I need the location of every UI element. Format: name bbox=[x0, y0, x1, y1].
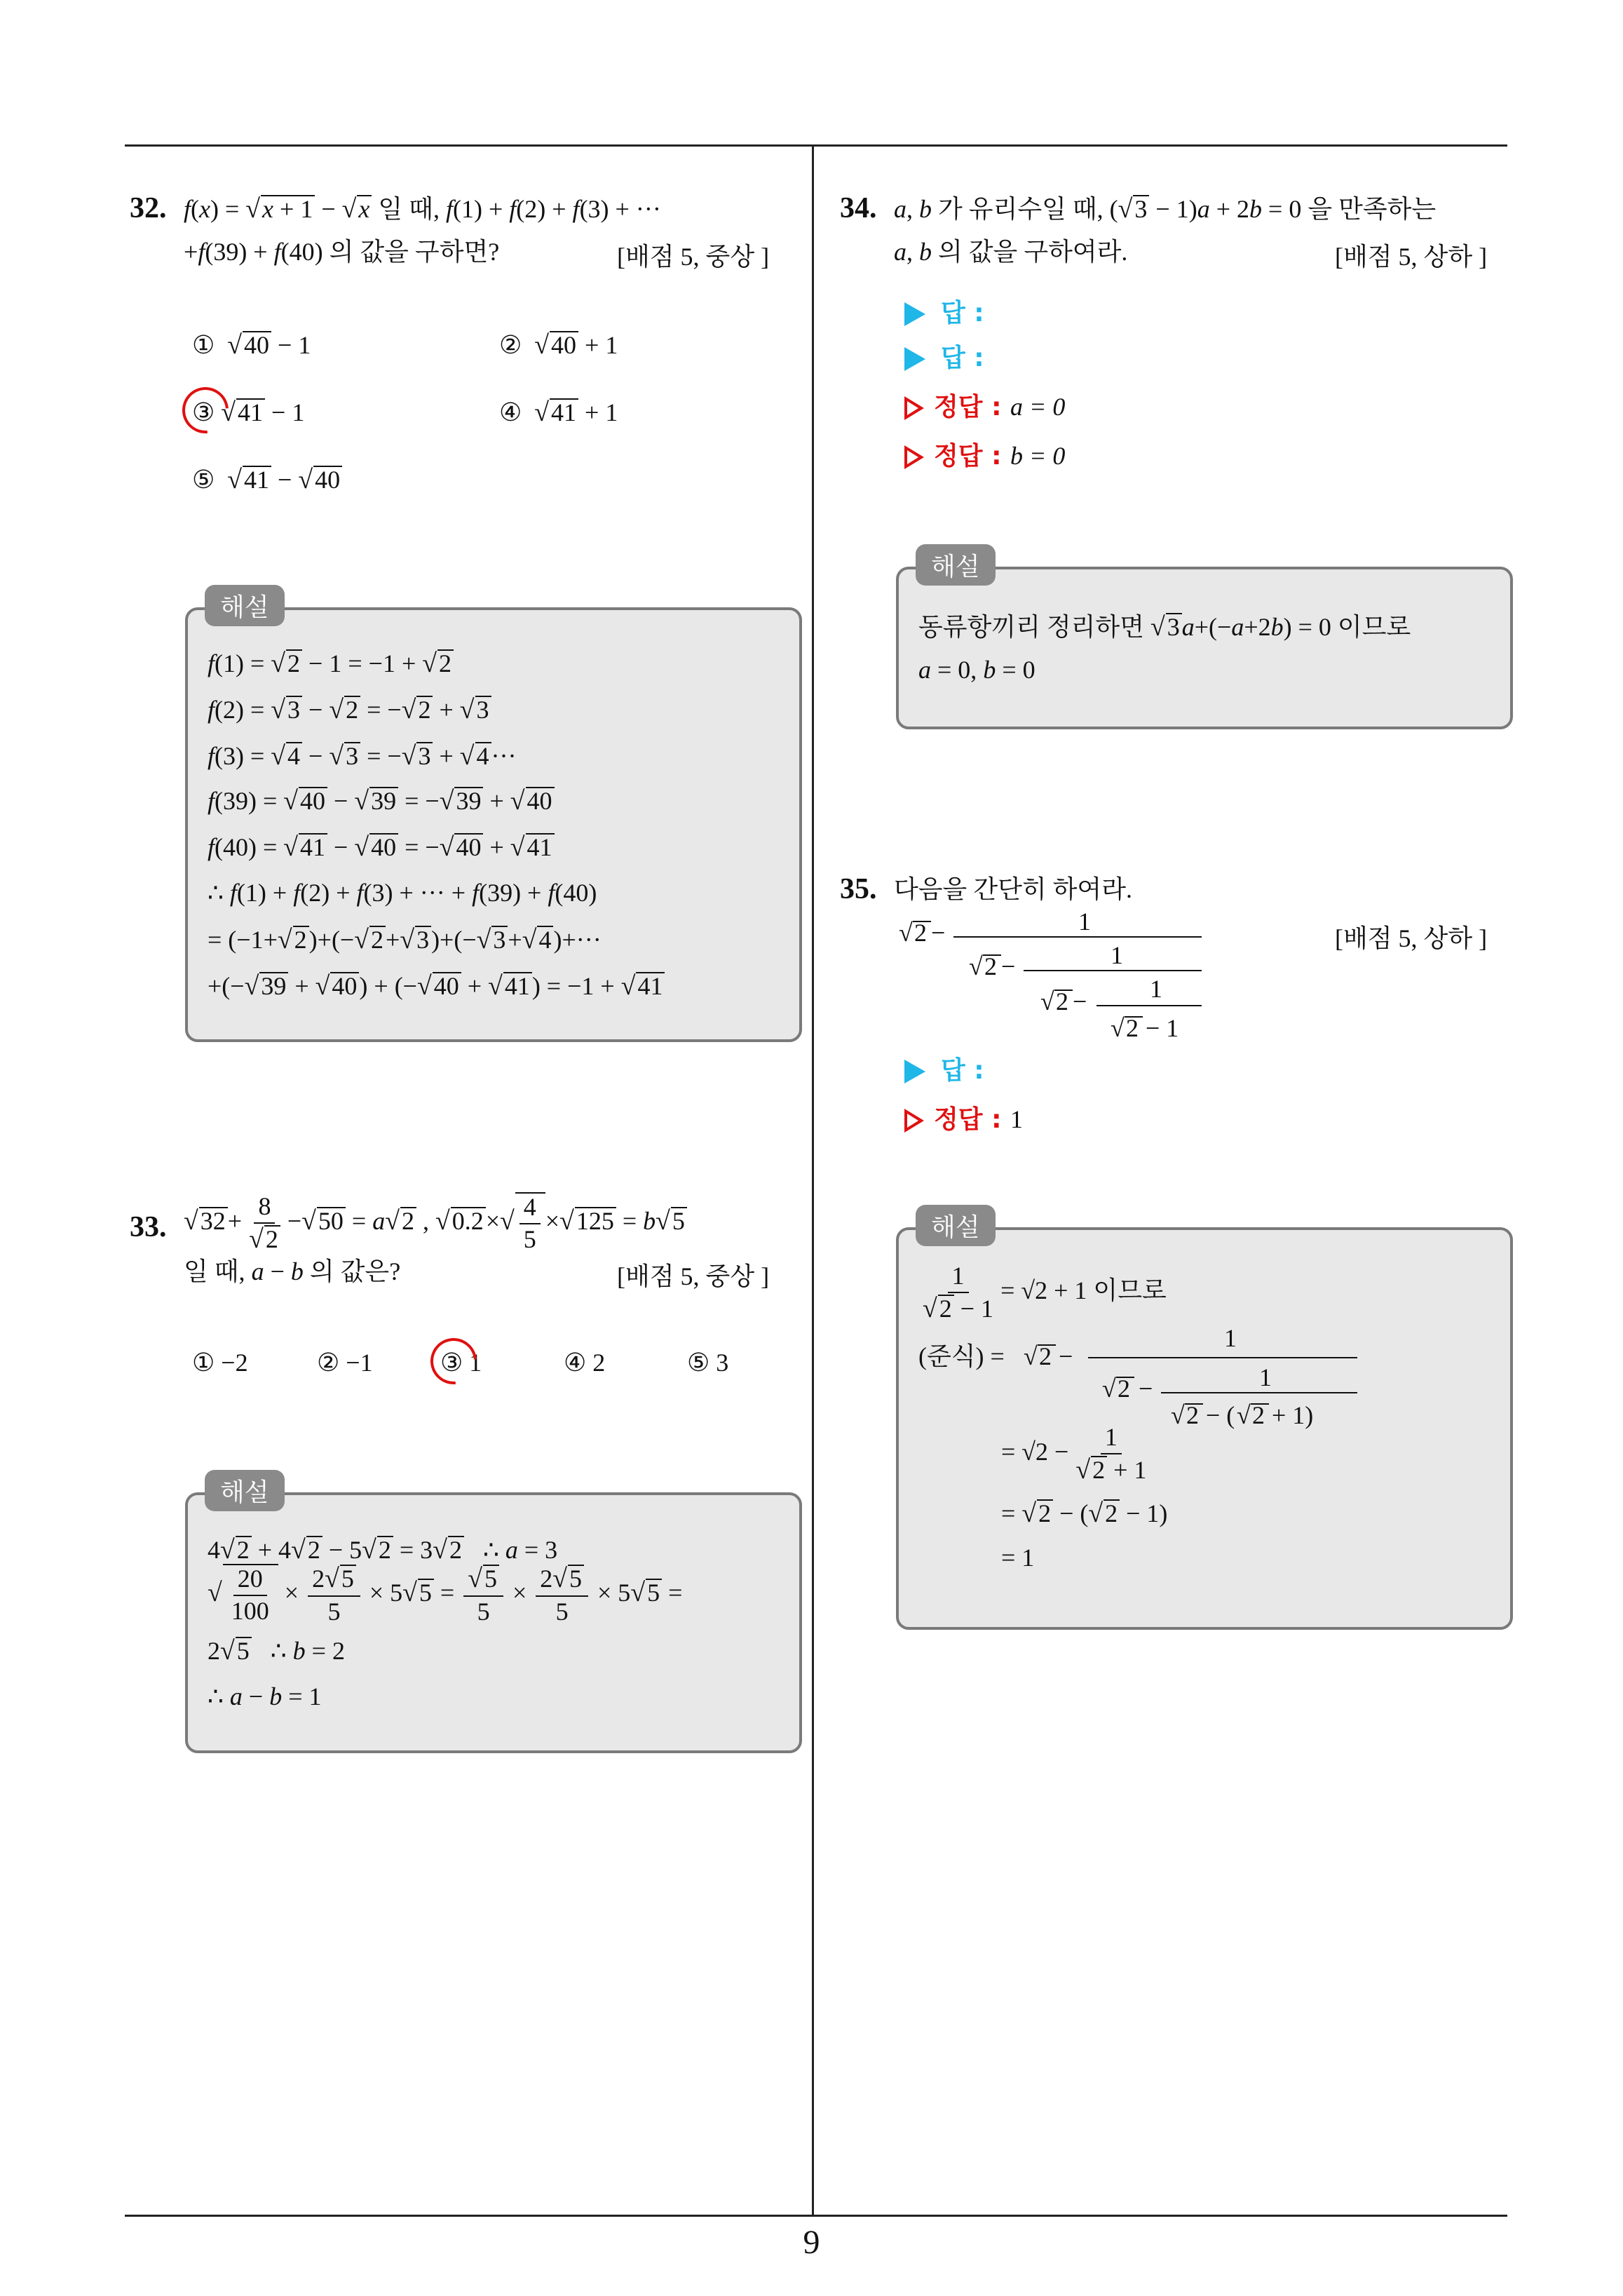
question-33-stem-line2: 일 때, a − b 의 값은? bbox=[184, 1257, 401, 1285]
question-32-selected-mark bbox=[173, 378, 238, 443]
question-33-explain-line-3: 2√5 ∴ b = 2 bbox=[208, 1636, 345, 1666]
question-34-answer-1[interactable]: 답 : bbox=[904, 293, 984, 329]
question-34-grade: [배점 5, 상하 ] bbox=[1335, 243, 1488, 271]
svg-text:+ 1): + 1) bbox=[1272, 1401, 1314, 1429]
question-32-explain-line-4: f(39) = √40 − √39 = −√39 + √40 bbox=[208, 785, 555, 816]
question-33-choice-3[interactable]: ③ 1 bbox=[440, 1349, 482, 1377]
svg-text:√: √ bbox=[1237, 1401, 1251, 1429]
svg-text:√: √ bbox=[1040, 987, 1054, 1015]
question-32-explanation-tab: 해설 bbox=[205, 585, 285, 626]
page-number: 9 bbox=[803, 2224, 820, 2261]
question-34-number: 34. bbox=[840, 192, 877, 224]
svg-text:− (: − ( bbox=[1206, 1401, 1235, 1429]
outline-play-icon bbox=[904, 396, 924, 420]
svg-text:−: − bbox=[1001, 952, 1016, 980]
question-32-explain-line-6: ∴ f(1) + f(2) + f(3) + ··· + f(39) + f(40) bbox=[208, 879, 597, 907]
question-33-choice-4[interactable]: ④ 2 bbox=[564, 1349, 606, 1377]
svg-text:√: √ bbox=[1111, 1014, 1125, 1042]
svg-text:1: 1 bbox=[1078, 907, 1091, 936]
question-33-explanation-tab: 해설 bbox=[205, 1470, 285, 1511]
question-34-answer-2[interactable]: 답 : bbox=[904, 338, 984, 374]
column-divider bbox=[812, 144, 814, 2217]
question-32-explain-line-5: f(40) = √41 − √40 = −√40 + √41 bbox=[208, 832, 555, 863]
question-33-choice-1[interactable]: ① −2 bbox=[192, 1349, 248, 1377]
svg-text:√: √ bbox=[1102, 1375, 1116, 1403]
svg-text:2: 2 bbox=[1056, 987, 1068, 1015]
play-icon bbox=[904, 302, 925, 326]
question-33-explain-line-4: ∴ a − b = 1 bbox=[208, 1682, 322, 1710]
question-32-choice-4[interactable]: ④ √41 + 1 bbox=[499, 398, 618, 427]
question-34-correct-b: 정답 : b = 0 bbox=[904, 436, 1065, 472]
question-32-explain-line-2: f(2) = √3 − √2 = −√2 + √3 bbox=[208, 694, 491, 725]
question-35-explain-line-4: = √2 − (√2 − 1) bbox=[1001, 1499, 1168, 1528]
question-33-explain-line-1: 4√2 + 4√2 − 5√2 = 3√2 ∴ a = 3 bbox=[208, 1535, 558, 1565]
question-33-grade: [배점 5, 중상 ] bbox=[617, 1262, 770, 1290]
svg-text:√: √ bbox=[899, 919, 913, 947]
question-35-expression bbox=[896, 905, 1218, 1052]
svg-text:2: 2 bbox=[1118, 1375, 1130, 1403]
svg-text:−: − bbox=[931, 919, 946, 947]
question-32-grade: [배점 5, 중상 ] bbox=[617, 243, 770, 271]
svg-text:√: √ bbox=[1024, 1342, 1038, 1370]
question-32-number: 32. bbox=[130, 192, 167, 224]
svg-text:√: √ bbox=[1171, 1401, 1185, 1429]
question-32-stem-line1: f(x) = √x + 1 − √x 일 때, f(1) + f(2) + f(3) + ··· bbox=[184, 194, 661, 224]
question-34-explanation-box bbox=[896, 567, 1513, 729]
question-33-stem-line1: √32+ $\frac{8}{√2}$ −√50 = a√2 , √0.2×√ $\frac{4}{5}$ ×√125 = b√5 bbox=[184, 1192, 687, 1254]
play-icon bbox=[904, 1060, 925, 1083]
svg-text:2: 2 bbox=[1039, 1342, 1052, 1370]
question-35-number: 35. bbox=[840, 873, 877, 905]
question-32-choice-3[interactable]: ③ √41 − 1 bbox=[192, 398, 305, 427]
question-35-correct: 정답 : 1 bbox=[904, 1100, 1023, 1135]
svg-text:2: 2 bbox=[1126, 1014, 1139, 1042]
question-35-answer[interactable]: 답 : bbox=[904, 1051, 984, 1086]
question-32-stem-line2: +f(39) + f(40) 의 값을 구하면? bbox=[184, 238, 500, 266]
svg-text:−: − bbox=[1059, 1342, 1073, 1370]
question-34-explain-line-1: 동류항끼리 정리하면 √3a+(−a+2b) = 0 이므로 bbox=[918, 612, 1411, 642]
svg-text:1: 1 bbox=[1150, 975, 1162, 1003]
svg-text:2: 2 bbox=[914, 919, 927, 947]
svg-text:− 1: − 1 bbox=[1146, 1014, 1179, 1042]
question-35-explain-line-3: = √2 − $\frac{1}{√2 + 1}$ bbox=[1001, 1423, 1147, 1485]
top-rule bbox=[125, 144, 1507, 147]
svg-text:(준식) =: (준식) = bbox=[918, 1342, 1005, 1370]
svg-text:1: 1 bbox=[1111, 941, 1123, 969]
question-34-stem-line1: a, b 가 유리수일 때, (√3 − 1)a + 2b = 0 을 만족하는 bbox=[894, 194, 1437, 224]
svg-text:2: 2 bbox=[1186, 1401, 1199, 1429]
question-32-explain-line-8: +(−√39 + √40) + (−√40 + √41) = −1 + √41 bbox=[208, 971, 665, 1001]
question-34-explain-line-2: a = 0, b = 0 bbox=[918, 656, 1035, 684]
svg-text:−: − bbox=[1139, 1375, 1153, 1403]
question-35-grade: [배점 5, 상하 ] bbox=[1335, 924, 1488, 952]
question-32-explain-line-7: = (−1+√2)+(−√2+√3)+(−√3+√4)+··· bbox=[208, 925, 602, 954]
question-33-explain-line-2: √ $\frac{20}{100}$ × $\frac{2√5}{5}$ × 5√5 = $\frac{√5}{5}$ × $\frac{2√5}{5}$ × 5√5 = bbox=[208, 1564, 683, 1626]
svg-text:1: 1 bbox=[1259, 1363, 1272, 1391]
svg-text:1: 1 bbox=[1224, 1324, 1237, 1352]
question-32-choice-5[interactable]: ⑤ √41 − √40 bbox=[192, 464, 342, 495]
svg-text:2: 2 bbox=[1252, 1401, 1265, 1429]
question-33-number: 33. bbox=[130, 1211, 167, 1243]
question-34-correct-a: 정답 : a = 0 bbox=[904, 387, 1065, 423]
question-33-selected-mark bbox=[421, 1329, 487, 1394]
question-33-choice-2[interactable]: ② −1 bbox=[317, 1349, 373, 1377]
svg-text:√: √ bbox=[969, 952, 983, 980]
outline-play-icon bbox=[904, 1109, 924, 1133]
bottom-rule bbox=[125, 2215, 1507, 2217]
question-35-explanation-tab: 해설 bbox=[916, 1205, 996, 1246]
play-icon bbox=[904, 347, 925, 371]
svg-text:2: 2 bbox=[984, 952, 997, 980]
question-35-explain-line-1: $\frac{1}{√2 - 1}$ = √2 + 1 이므로 bbox=[923, 1262, 1167, 1323]
question-33-choice-5[interactable]: ⑤ 3 bbox=[687, 1349, 729, 1377]
outline-play-icon bbox=[904, 445, 924, 469]
question-32-choice-2[interactable]: ② √40 + 1 bbox=[499, 330, 618, 360]
question-32-explain-line-3: f(3) = √4 − √3 = −√3 + √4··· bbox=[208, 741, 517, 771]
question-34-stem-line2: a, b 의 값을 구하여라. bbox=[894, 238, 1128, 266]
question-32-choice-1[interactable]: ① √40 − 1 bbox=[192, 330, 311, 360]
continued-fraction-figure bbox=[896, 905, 1218, 1045]
question-35-stem-line1: 다음을 간단히 하여라. bbox=[894, 875, 1132, 903]
question-32-explain-line-1: f(1) = √2 − 1 = −1 + √2 bbox=[208, 648, 454, 679]
svg-text:−: − bbox=[1073, 987, 1087, 1015]
question-34-explanation-tab: 해설 bbox=[916, 544, 996, 586]
question-35-explain-line-5: = 1 bbox=[1001, 1544, 1035, 1572]
